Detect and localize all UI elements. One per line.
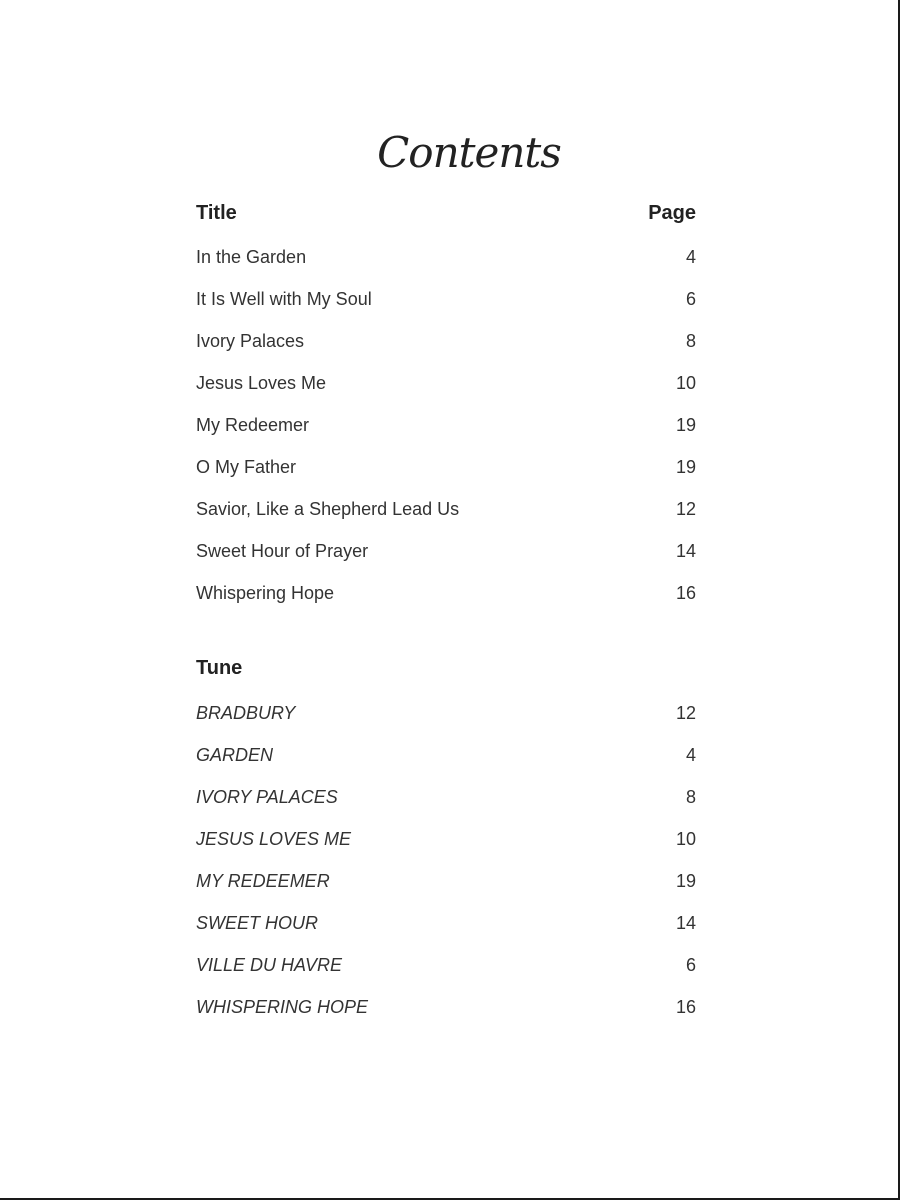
toc-row[interactable] [196, 497, 696, 521]
tune-row[interactable] [196, 743, 696, 767]
toc-title: Jesus Loves Me [196, 373, 327, 393]
tune-title: BRADBURY [196, 703, 296, 723]
toc-row[interactable] [196, 245, 696, 269]
title-section-header [196, 202, 696, 225]
tune-row[interactable] [196, 869, 696, 893]
tune-page: 12 [675, 703, 696, 723]
toc-row[interactable] [196, 329, 696, 353]
tune-title: GARDEN [196, 745, 274, 765]
toc-row[interactable] [196, 287, 696, 311]
tune-title: VILLE DU HAVRE [196, 955, 343, 975]
toc-title: Whispering Hope [196, 583, 335, 603]
toc-title: Savior, Like a Shepherd Lead Us [196, 499, 460, 519]
toc-title: My Redeemer [196, 415, 310, 435]
toc-title: It Is Well with My Soul [196, 289, 372, 309]
tune-row[interactable] [196, 911, 696, 935]
toc-title: O My Father [196, 457, 297, 477]
tune-page: 6 [685, 955, 696, 975]
toc-page: 6 [685, 289, 696, 309]
tune-page: 8 [685, 787, 696, 807]
toc-page: 10 [675, 373, 696, 393]
toc-row[interactable] [196, 371, 696, 395]
toc-page: 8 [685, 331, 696, 351]
toc-title: In the Garden [196, 247, 307, 267]
tune-title: JESUS LOVES ME [196, 829, 352, 849]
toc-page: 4 [685, 247, 696, 267]
page-title: Contents [377, 128, 561, 177]
toc-page: 19 [675, 457, 696, 477]
tune-title: MY REDEEMER [196, 871, 330, 891]
tune-page: 16 [675, 997, 696, 1017]
tune-row[interactable] [196, 953, 696, 977]
tune-section-header [196, 657, 696, 680]
title-column-header: Title [196, 202, 237, 224]
tune-row[interactable] [196, 701, 696, 725]
tune-page: 19 [675, 871, 696, 891]
toc-row[interactable] [196, 581, 696, 605]
toc-title: Sweet Hour of Prayer [196, 541, 369, 561]
toc-page: 12 [675, 499, 696, 519]
tune-column-header: Tune [196, 657, 243, 679]
toc-page: 14 [675, 541, 696, 561]
tune-title: WHISPERING HOPE [196, 997, 369, 1017]
tune-row[interactable] [196, 995, 696, 1019]
toc-page: 19 [675, 415, 696, 435]
toc-row[interactable] [196, 539, 696, 563]
tune-page: 10 [675, 829, 696, 849]
tune-row[interactable] [196, 827, 696, 851]
toc-page: 16 [675, 583, 696, 603]
tune-title: SWEET HOUR [196, 913, 319, 933]
tune-page: 4 [685, 745, 696, 765]
tune-row[interactable] [196, 785, 696, 809]
tune-page: 14 [675, 913, 696, 933]
tune-title: IVORY PALACES [196, 787, 338, 807]
toc-title: Ivory Palaces [196, 331, 305, 351]
toc-row[interactable] [196, 455, 696, 479]
page-column-header: Page [648, 202, 696, 224]
toc-row[interactable] [196, 413, 696, 437]
